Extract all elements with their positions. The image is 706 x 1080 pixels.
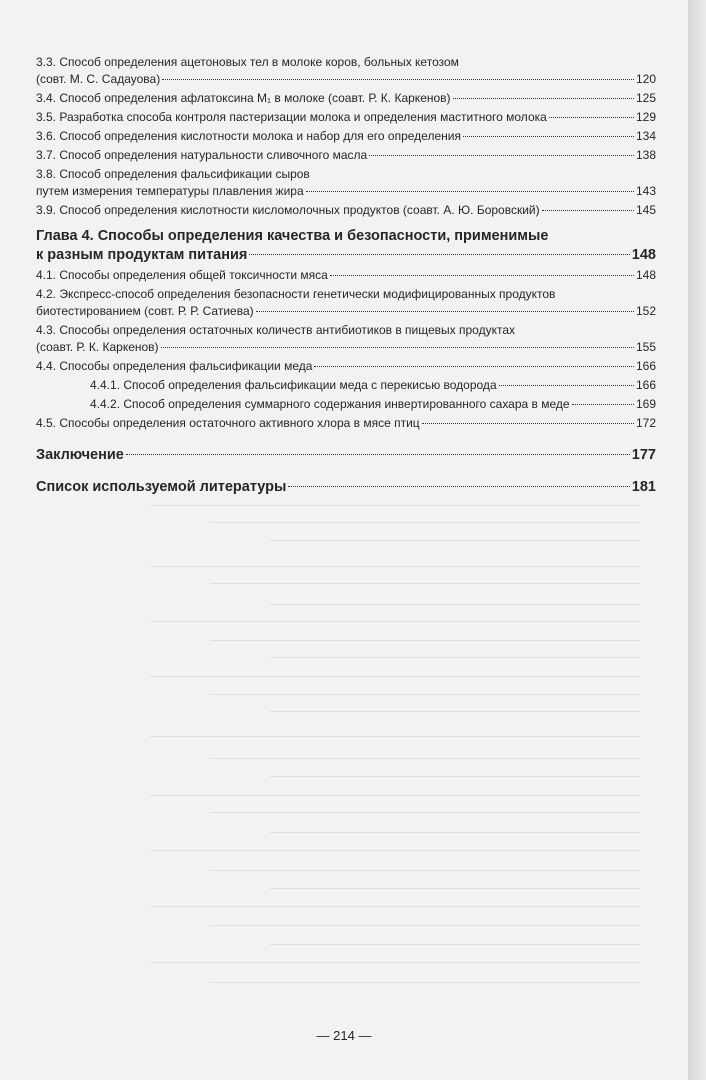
toc-entry-title: биотестированием (совт. Р. Р. Сатиева) — [36, 304, 254, 318]
bleed-through-line — [210, 522, 640, 523]
toc-entry-title: 3.7. Способ определения натуральности сливочного масла — [36, 148, 368, 162]
bleed-through-line — [150, 676, 640, 677]
bleed-through-line — [270, 540, 640, 541]
page-number: — 214 — — [316, 1028, 372, 1043]
bleed-through-line — [210, 870, 640, 871]
toc-references — [36, 478, 656, 497]
toc-entry-page: 166 — [635, 378, 656, 392]
references-page: 181 — [631, 479, 656, 495]
toc-entry-title: 3.6. Способ определения кислотности молока и набор для его определения — [36, 129, 461, 143]
bleed-through-line — [210, 925, 640, 926]
bleed-through-line — [210, 583, 640, 584]
table-of-contents — [36, 54, 656, 497]
dot-leader — [306, 191, 634, 192]
dot-leader — [422, 423, 634, 424]
dot-leader — [162, 79, 634, 80]
dot-leader — [330, 275, 634, 276]
toc-entry-page: 148 — [635, 268, 656, 282]
toc-entry — [36, 286, 656, 320]
toc-entry — [36, 166, 656, 200]
toc-entry-page: 125 — [635, 91, 656, 105]
toc-entry — [36, 358, 656, 375]
toc-entry-title: 4.4. Способы определения фальсификации меда — [36, 359, 313, 373]
bleed-through-line — [210, 982, 640, 983]
toc-entry — [36, 322, 656, 356]
dot-leader — [369, 155, 634, 156]
toc-entry — [36, 90, 656, 107]
toc-entry-title: 3.9. Способ определения кислотности кисломолочных продуктов (соавт. А. Ю. Боровский) — [36, 203, 540, 217]
dot-leader — [249, 254, 629, 255]
chapter-4-page: 148 — [631, 247, 656, 263]
bleed-through-line — [210, 812, 640, 813]
toc-entry-title: путем измерения температуры плавления жира — [36, 184, 304, 198]
toc-entry-title: 4.4.1. Способ определения фальсификации меда с перекисью водорода — [90, 378, 497, 392]
dot-leader — [499, 385, 634, 386]
chapter-4-title-line2: к разным продуктам питания — [36, 247, 248, 263]
toc-entry-page: 155 — [635, 340, 656, 354]
bleed-through-line — [270, 657, 640, 658]
dot-leader — [542, 210, 634, 211]
bleed-through-line — [150, 566, 640, 567]
toc-entry-title: 3.4. Способ определения афлатоксина M₁ в молоке (соавт. Р. К. Каркенов) — [36, 91, 451, 105]
toc-entry — [36, 202, 656, 219]
toc-entry-page: 134 — [635, 129, 656, 143]
bleed-through-line — [210, 640, 640, 641]
toc-entry — [36, 109, 656, 126]
bleed-through-line — [270, 604, 640, 605]
toc-entry-page: 129 — [635, 110, 656, 124]
dot-leader — [453, 98, 634, 99]
conclusion-page: 177 — [631, 447, 656, 463]
bleed-through-line — [150, 736, 640, 737]
bleed-through-line — [270, 776, 640, 777]
toc-entry — [36, 396, 656, 413]
toc-chapter-4 — [36, 227, 656, 265]
bleed-through-line — [270, 832, 640, 833]
toc-entry — [36, 377, 656, 394]
toc-entry-title: 4.2. Экспресс-способ определения безопасности генетически модифицированных продуктов — [36, 287, 556, 301]
toc-entry-page: 152 — [635, 304, 656, 318]
book-page-edge — [688, 0, 706, 1080]
toc-entry-title: (совт. М. С. Садауова) — [36, 72, 161, 86]
toc-entry-page: 120 — [635, 72, 656, 86]
toc-entry — [36, 128, 656, 145]
dot-leader — [126, 454, 630, 455]
toc-entry-title: (соавт. Р. К. Каркенов) — [36, 340, 159, 354]
chapter-4-title-line1: Глава 4. Способы определения качества и безопасности, применимые — [36, 228, 549, 244]
bleed-through-line — [150, 962, 640, 963]
toc-entry-page: 172 — [635, 416, 656, 430]
toc-entry-page: 166 — [635, 359, 656, 373]
toc-entry — [36, 415, 656, 432]
dot-leader — [572, 404, 634, 405]
toc-entry-title: 3.5. Разработка способа контроля пастеризации молока и определения маститного молока — [36, 110, 547, 124]
references-title: Список используемой литературы — [36, 479, 287, 495]
bleed-through-line — [150, 505, 640, 506]
bleed-through-line — [270, 944, 640, 945]
toc-conclusion — [36, 446, 656, 465]
toc-entry — [36, 267, 656, 284]
bleed-through-line — [150, 850, 640, 851]
chapter-4-title-line2-row — [36, 246, 656, 265]
toc-entry-title: 3.8. Способ определения фальсификации сыров — [36, 167, 310, 181]
toc-entry-page: 143 — [635, 184, 656, 198]
conclusion-title: Заключение — [36, 447, 124, 463]
dot-leader — [549, 117, 634, 118]
toc-entry-page: 145 — [635, 203, 656, 217]
bleed-through-line — [210, 694, 640, 695]
toc-entry — [36, 147, 656, 164]
bleed-through-line — [210, 758, 640, 759]
dot-leader — [314, 366, 634, 367]
section-4-entries — [36, 267, 656, 432]
section-3-entries — [36, 54, 656, 219]
bleed-through-line — [150, 621, 640, 622]
toc-entry-title: 4.3. Способы определения остаточных количеств антибиотиков в пищевых продуктах — [36, 323, 515, 337]
bleed-through-line — [150, 906, 640, 907]
bleed-through-line — [270, 711, 640, 712]
dot-leader — [161, 347, 634, 348]
toc-entry-page: 169 — [635, 397, 656, 411]
dot-leader — [256, 311, 634, 312]
toc-entry-title: 4.1. Способы определения общей токсичности мяса — [36, 268, 328, 282]
toc-entry-title: 4.5. Способы определения остаточного активного хлора в мясе птиц — [36, 416, 420, 430]
bleed-through-line — [150, 795, 640, 796]
toc-entry-page: 138 — [635, 148, 656, 162]
toc-entry-title: 3.3. Способ определения ацетоновых тел в молоке коров, больных кетозом — [36, 55, 459, 69]
toc-entry — [36, 54, 656, 88]
dot-leader — [288, 486, 629, 487]
toc-entry-title: 4.4.2. Способ определения суммарного содержания инвертированного сахара в меде — [90, 397, 570, 411]
dot-leader — [463, 136, 634, 137]
bleed-through-line — [270, 888, 640, 889]
